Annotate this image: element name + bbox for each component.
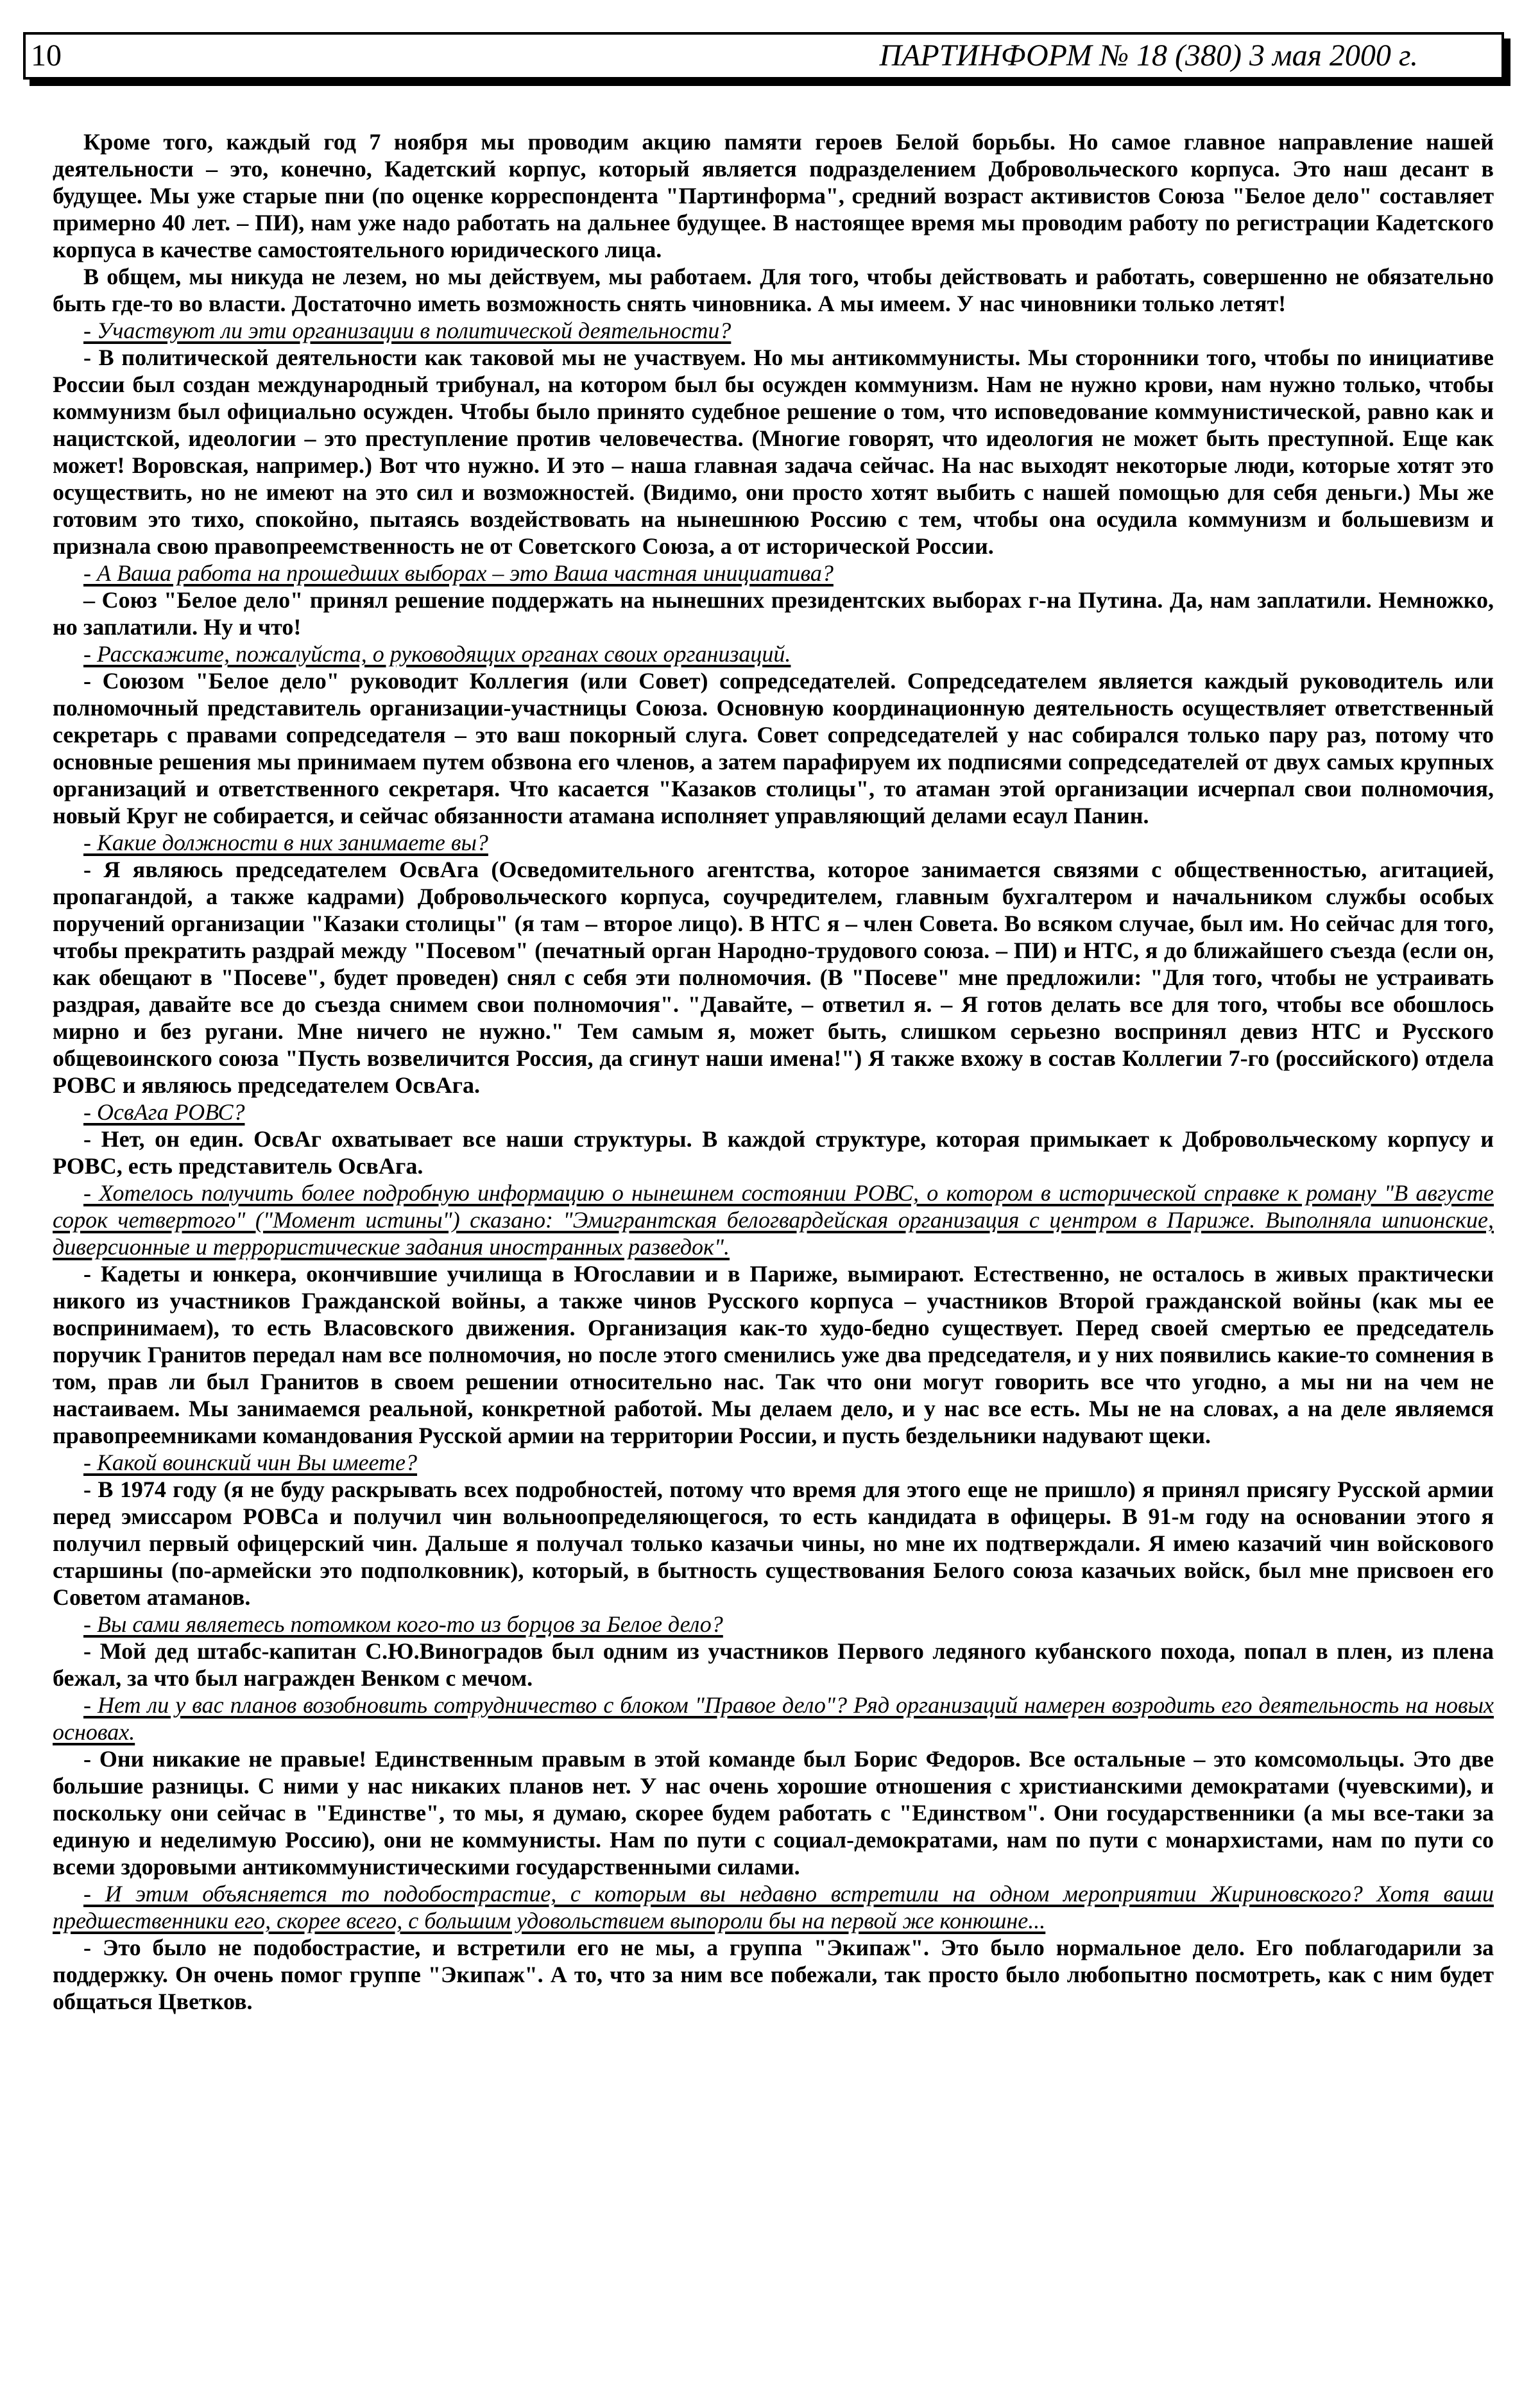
interview-answer: - В 1974 году (я не буду раскрывать всех подробностей, потому что время для этого еще не пришло) я принял присягу Русской армии перед эмиссаром РОВСа и получил чин вольноопределяющегося, то есть кандидата в офицеры. В 91-м году на основании этого я получил первый офицерский чин. Дальше я получал только казачьи чины, но мне их подтверждали. Я имею казачий чин войскового старшины (по-армейски это подполковник), который, в бытность существования Белого союза казачьих войск, был мне присвоен его Советом атаманов. xyxy=(53,1477,1494,1610)
page-header xyxy=(23,32,1504,80)
article-body xyxy=(53,128,1494,2015)
interview-answer: - Нет, он един. ОсвАг охватывает все наши структуры. В каждой структуре, которая примыкает к Добровольческому корпусу и РОВС, есть представитель ОсвАга. xyxy=(53,1126,1494,1179)
interview-answer: - Кадеты и юнкера, окончившие училища в Югославии и в Париже, вымирают. Естественно, не осталось в живых практически никого из участников Гражданской войны, а также чинов Русского корпуса – участников Второй гражданской войны (как мы ее воспринимаем), то есть Власовского движения. Организация как-то худо-бедно существует. Перед своей смертью ее председатель поручик Гранитов передал нам все полномочия, но после этого сменились уже два председателя, и у них появились какие-то сомнения в том, прав ли был Гранитов в своем решении относительно нас. Так что они могут говорить все что угодно, а мы ни на чем не настаиваем. Мы занимаемся реальной, конкретной работой. Мы делаем дело, и у нас все есть. Мы не на словах, а на деле являемся правопреемниками командования Русской армии на территории России, и пусть бездельники надувают щеки. xyxy=(53,1261,1494,1448)
interview-question: - Нет ли у вас планов возобновить сотрудничество с блоком "Правое дело"? Ряд организаций намерен возродить его деятельность на новых основах. xyxy=(53,1692,1494,1745)
interview-answer: – Союз "Белое дело" принял решение поддержать на нынешних президентских выборах г-на Путина. Да, нам заплатили. Немножко, но заплатили. Ну и что! xyxy=(53,587,1494,640)
interview-answer: - Союзом "Белое дело" руководит Коллегия (или Совет) сопредседателей. Сопредседателем является каждый руководитель или полномочный представитель организации-участницы Союза. Основную координационную деятельность осуществляет ответственный секретарь с правами сопредседателя – это ваш покорный слуга. Совет сопредседателей у нас собирался только пару раз, потому что основные решения мы принимаем путем обзвона его членов, а затем парафируем их подписями сопредседателей от двух самых крупных организаций и ответственного секретаря. Что касается "Казаков столицы", то атаман этой организации исчерпал свои полномочия, новый Круг не собирается, и сейчас обязанности атамана исполняет управляющий делами есаул Панин. xyxy=(53,668,1494,828)
interview-question: - ОсвАга РОВС? xyxy=(83,1099,245,1125)
interview-answer: - Мой дед штабс-капитан С.Ю.Виноградов был одним из участников Первого ледяного кубанского похода, попал в плен, из плена бежал, за что был награжден Венком с мечом. xyxy=(53,1638,1494,1691)
interview-answer: - В политической деятельности как таковой мы не участвуем. Но мы антикоммунисты. Мы сторонники того, чтобы по инициативе России был создан международный трибунал, на котором был бы осужден коммунизм. Нам не нужно крови, нам нужно только, чтобы коммунизм был официально осужден. Чтобы было принято судебное решение о том, что исповедование коммунистической, равно как и нацистской, идеологии – это преступление против человечества. (Многие говорят, что идеология не может быть преступной. Еще как может! Воровская, например.) Вот что нужно. И это – наша главная задача сейчас. На нас выходят некоторые люди, которые хотят это осуществить, но не имеют на это сил и возможностей. (Видимо, они просто хотят выбить с нашей помощью для себя деньги.) Мы же готовим это тихо, спокойно, пытаясь воздействовать на нынешнюю Россию с тем, чтобы она осудила коммунизм и большевизм и признала свою правопреемственность не от Советского Союза, а от исторической России. xyxy=(53,345,1494,559)
interview-answer: В общем, мы никуда не лезем, но мы действуем, мы работаем. Для того, чтобы действовать и работать, совершенно не обязательно быть где-то во власти. Достаточно иметь возможность снять чиновника. А мы имеем. У нас чиновники только летят! xyxy=(53,264,1494,316)
interview-answer: - Я являюсь председателем ОсвАга (Осведомительного агентства, которое занимается связями с общественностью, агитацией, пропагандой, а также кадрами) Добровольческого корпуса, соучредителем, главным бухгалтером и начальником службы особых поручений организации "Казаки столицы" (я там – второе лицо). В НТС я – член Совета. Во всяком случае, был им. Но сейчас для того, чтобы прекратить раздрай между "Посевом" (печатный орган Народно-трудового союза. – ПИ) и НТС, я до ближайшего съезда (если он, как обещают в "Посеве", будет проведен) снял с себя эти полномочия. (В "Посеве" мне предложили: "Для того, чтобы не устраивать раздрая, давайте все до съезда снимем свои полномочия". "Давайте, – ответил я. – Я готов делать все для того, чтобы все обошлось мирно и без ругани. Мне ничего не нужно." Тем самым я, может быть, слишком серьезно воспринял девиз НТС и Русского общевоинского союза "Пусть возвеличится Россия, да сгинут наши имена!") Я также вхожу в состав Коллегии 7-го (российского) отдела РОВС и являюсь председателем ОсвАга. xyxy=(53,857,1494,1098)
interview-question: - И этим объясняется то подобострастие, с которым вы недавно встретили на одном мероприятии Жириновского? Хотя ваши предшественники его, скорее всего, с большим удовольствием выпороли бы на первой же конюшне... xyxy=(53,1881,1494,1933)
interview-question: - Расскажите, пожалуйста, о руководящих органах своих организаций. xyxy=(83,641,791,667)
interview-answer: - Это было не подобострастие, и встретили его не мы, а группа "Экипаж". Это было нормальное дело. Его поблагодарили за поддержку. Он очень помог группе "Экипаж". А то, что за ним все побежали, так просто было любопытно посмотреть, как с ним будет общаться Цветков. xyxy=(53,1935,1494,2014)
interview-question: - А Ваша работа на прошедших выборах – это Ваша частная инициатива? xyxy=(83,560,834,586)
interview-answer: - Они никакие не правые! Единственным правым в этой команде был Борис Федоров. Все остальные – это комсомольцы. Это две большие разницы. С ними у нас никаких планов нет. У нас очень хорошие отношения с христианскими демократами (чуевскими), и поскольку они сейчас в "Единстве", то мы, я думаю, скорее будем работать с "Единством". Они государственники (а мы все-таки за единую и неделимую Россию), они не коммунисты. Нам по пути с социал-демократами, нам по пути с монархистами, нам по пути со всеми здоровыми антикоммунистическими государственными силами. xyxy=(53,1746,1494,1880)
interview-question: - Хотелось получить более подробную информацию о нынешнем состоянии РОВС, о котором в исторической справке к роману "В августе сорок четвертого" ("Момент истины") сказано: "Эмигрантская белогвардейская организация с центром в Париже. Выполняла шпионские, диверсионные и террористические задания иностранных разведок". xyxy=(53,1180,1494,1260)
interview-question: - Вы сами являетесь потомком кого-то из борцов за Белое дело? xyxy=(83,1611,723,1637)
interview-question: - Какой воинский чин Вы имеете? xyxy=(83,1450,418,1475)
publication-title: ПАРТИНФОРМ № 18 (380) 3 мая 2000 г. xyxy=(879,39,1418,73)
interview-question: - Участвуют ли эти организации в политической деятельности? xyxy=(83,318,732,343)
interview-answer: Кроме того, каждый год 7 ноября мы проводим акцию памяти героев Белой борьбы. Но самое главное направление нашей деятельности – это, конечно, Кадетский корпус, который является подразделением Добровольческого корпуса. Это наш десант в будущее. Мы уже старые пни (по оценке корреспондента "Партинформа", средний возраст активистов Союза "Белое дело" составляет примерно 40 лет. – ПИ), нам уже надо работать на дальнее будущее. В настоящее время мы проводим работу по регистрации Кадетского корпуса в качестве самостоятельного юридического лица. xyxy=(53,129,1494,262)
page-number: 10 xyxy=(31,39,62,73)
interview-question: - Какие должности в них занимаете вы? xyxy=(83,830,488,855)
